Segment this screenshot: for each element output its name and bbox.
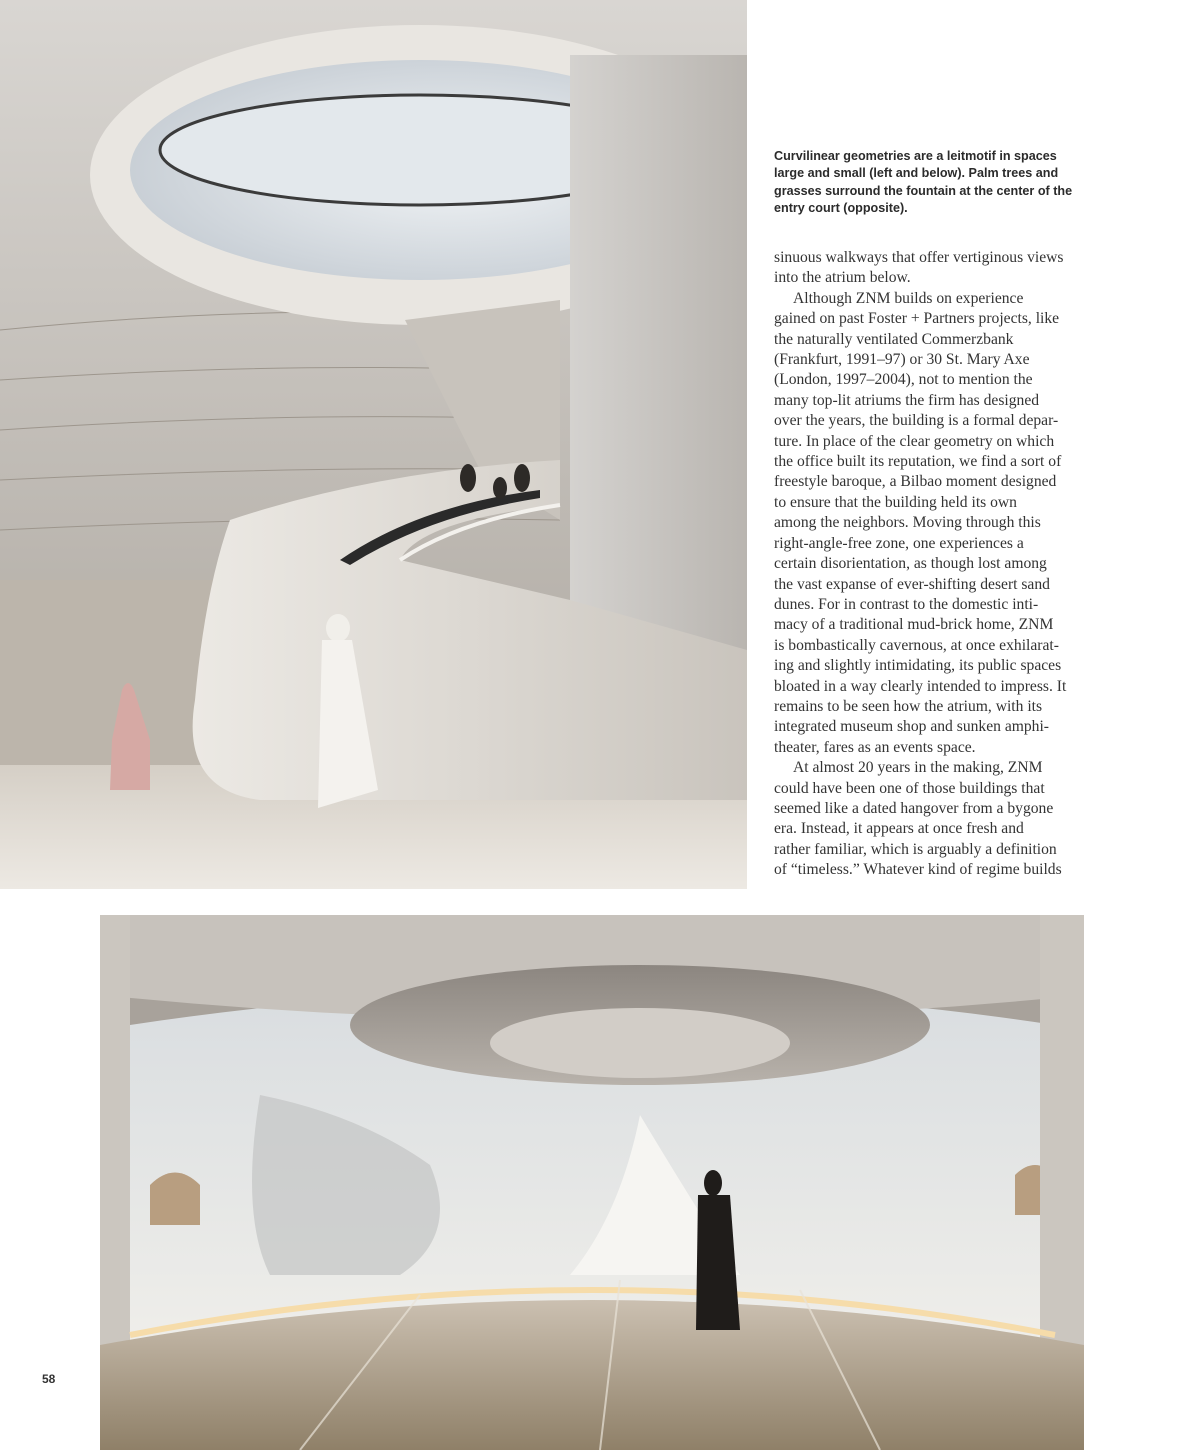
body-line: At almost 20 years in the making, ZNM — [793, 759, 1043, 777]
body-line: many top-lit atriums the firm has designed — [774, 391, 1040, 409]
body-line: could have been one of those buildings that — [774, 779, 1045, 797]
body-line: right-angle-free zone, one experiences a — [774, 534, 1024, 552]
body-line: of “timeless.” Whatever kind of regime builds — [774, 861, 1062, 879]
page-number: 58 — [42, 1372, 56, 1386]
body-line: over the years, the building is a formal depar- — [774, 412, 1059, 430]
body-line: era. Instead, it appears at once fresh and — [774, 820, 1024, 838]
body-line: sinuous walkways that offer vertiginous views — [774, 249, 1064, 266]
body-line: into the atrium below. — [774, 269, 911, 287]
body-line: to ensure that the building held its own — [774, 493, 1017, 511]
atrium-photo — [0, 0, 747, 889]
body-line: the naturally ventilated Commerzbank — [774, 330, 1014, 348]
body-line: theater, fares as an events space. — [774, 738, 976, 756]
body-line: ing and slightly intimidating, its public spaces — [774, 657, 1062, 675]
body-line: remains to be seen how the atrium, with its — [774, 697, 1043, 715]
body-line: the office built its reputation, we find a sort of — [774, 453, 1062, 471]
body-line: ture. In place of the clear geometry on which — [774, 432, 1055, 450]
body-line: macy of a traditional mud-brick home, ZNM — [774, 616, 1054, 634]
photo-caption: Curvilinear geometries are a leitmotif in spaces large and small (left and below). Palm trees and grasses surround the fountain at the center of the entry court (opposite). — [774, 149, 1073, 215]
article-body — [774, 248, 1086, 881]
body-line: (Frankfurt, 1991–97) or 30 St. Mary Axe — [774, 351, 1030, 369]
body-line: among the neighbors. Moving through this — [774, 514, 1041, 532]
body-line: freestyle baroque, a Bilbao moment designed — [774, 473, 1057, 491]
body-line: bloated in a way clearly intended to impress. It — [774, 677, 1067, 695]
body-line: gained on past Foster + Partners projects, like — [774, 310, 1060, 328]
gallery-photo — [100, 915, 1084, 1450]
body-line: certain disorientation, as though lost among — [774, 555, 1047, 573]
body-line: rather familiar, which is arguably a definition — [774, 840, 1057, 858]
body-line: integrated museum shop and sunken amphi- — [774, 718, 1049, 736]
body-line: the vast expanse of ever-shifting desert sand — [774, 575, 1050, 593]
body-line: is bombastically cavernous, at once exhilarat- — [774, 636, 1059, 654]
body-line: seemed like a dated hangover from a bygone — [774, 799, 1054, 817]
body-line: Although ZNM builds on experience — [793, 289, 1024, 307]
body-line: (London, 1997–2004), not to mention the — [774, 371, 1033, 389]
body-line: dunes. For in contrast to the domestic inti- — [774, 595, 1039, 613]
